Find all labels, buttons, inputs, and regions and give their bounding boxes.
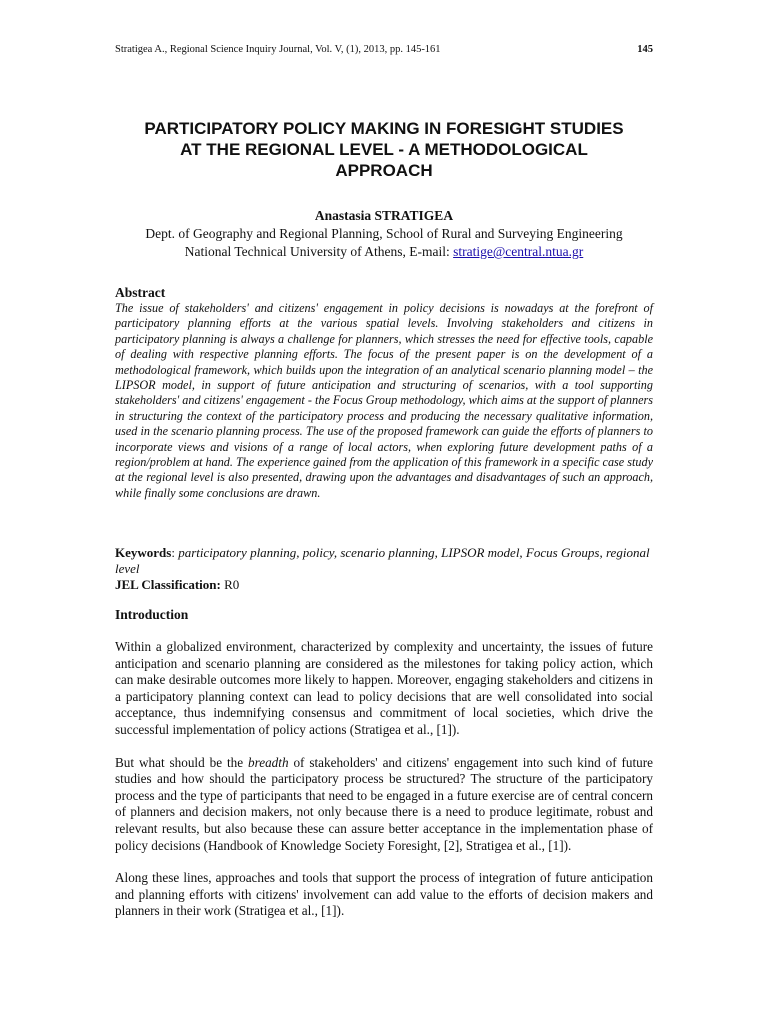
abstract-heading: Abstract [115, 285, 166, 300]
email-link[interactable]: stratige@central.ntua.gr [453, 244, 584, 259]
emphasis-text: breadth [248, 754, 289, 770]
keywords-line: Keywords: participatory planning, policy, scenario planning, LIPSOR model, Focus Groups, regional level [115, 545, 650, 576]
author-block [115, 207, 653, 261]
page-number: 145 [637, 44, 653, 55]
jel-line [115, 577, 653, 593]
affiliation-line [115, 243, 653, 261]
running-header [115, 44, 653, 55]
paragraph: Within a globalized environment, characterized by complexity and uncertainty, the issues of future anticipation and scenario planning are considered as the milestones for taking policy action, which can make desirable outcomes more likely to happen. Moreover, engaging stakeholders and citizens in a participatory planning context can lead to policy decisions that are well consolidated into social acceptance, thus indemnifying consensus and commitment of local societies, which drive the successful implementation of policy actions (Stratigea et al., [1]). [115, 639, 653, 737]
title-line: APPROACH [335, 161, 433, 180]
paragraph: Along these lines, approaches and tools that support the process of integration of future anticipation and planning efforts with citizens' involvement can add value to the efforts of decision makers and planners in their work (Stratigea et al., [1]). [115, 870, 653, 919]
title-line: AT THE REGIONAL LEVEL - A METHODOLOGICAL [180, 140, 588, 159]
affiliation-text: National Technical University of Athens, E-mail: [184, 244, 454, 259]
abstract-text: The issue of stakeholders' and citizens' engagement in policy decisions is nowadays at the forefront of participatory planning efforts at the various spatial levels. Involving stakeholders and citizens in participatory planning is always a challenge for planners, which stresses the need for effective tools, capable of dealing with respective planning efforts. The focus of the present paper is on the development of a methodological framework, which builds upon the integration of an analytical scenario planning model – the LIPSOR model, in support of future anticipation and structuring of scenarios, with a tool supporting stakeholders' and citizens' engagement - the Focus Group methodology, which aims at the support of planners in structuring the context of the participatory process and producing the necessary qualitative information, used in the scenario planning process. The use of the proposed framework can guide the efforts of planners to incorporate views and visions of a range of local actors, when exploring future development paths of a region/problem at hand. The experience gained from the application of this framework in a specific case study at the regional level is also presented, drawing upon the advantages and disadvantages of such an approach, while finally some conclusions are drawn. [115, 301, 653, 500]
keywords-values: participatory planning, policy, scenario planning, LIPSOR model, Focus Groups, regional level [115, 545, 650, 576]
paragraph-text: of stakeholders' and citizens' engagement into such kind of future studies and how should the participatory process be structured? The structure of the participatory process and the type of participants that need to be engaged in a future exercise are of central concern of planners and decision makers, not only because there is a need to produce legitimate, robust and relevant results, but also because these can assure better acceptance in the implementation phase of policy decisions (Handbook of Knowledge Society Foresight, [2], Stratigea et al., [1]). [115, 754, 653, 853]
paper-title [115, 118, 653, 181]
introduction-section [115, 606, 653, 920]
title-line: PARTICIPATORY POLICY MAKING IN FORESIGHT STUDIES [144, 119, 624, 138]
keywords-label: Keywords [115, 545, 172, 560]
paragraph [115, 755, 653, 855]
citation: Stratigea A., Regional Science Inquiry Journal, Vol. V, (1), 2013, pp. 145-161 [115, 44, 441, 55]
jel-value: R0 [224, 577, 240, 592]
introduction-heading: Introduction [115, 607, 189, 622]
abstract-section [115, 284, 653, 501]
author-name: Anastasia STRATIGEA [314, 208, 454, 223]
paragraph-text: But what should be the [115, 754, 248, 770]
keywords-section [115, 545, 653, 593]
jel-label: JEL Classification: [115, 577, 221, 592]
affiliation-line: Dept. of Geography and Regional Planning, School of Rural and Surveying Engineering [145, 226, 623, 241]
